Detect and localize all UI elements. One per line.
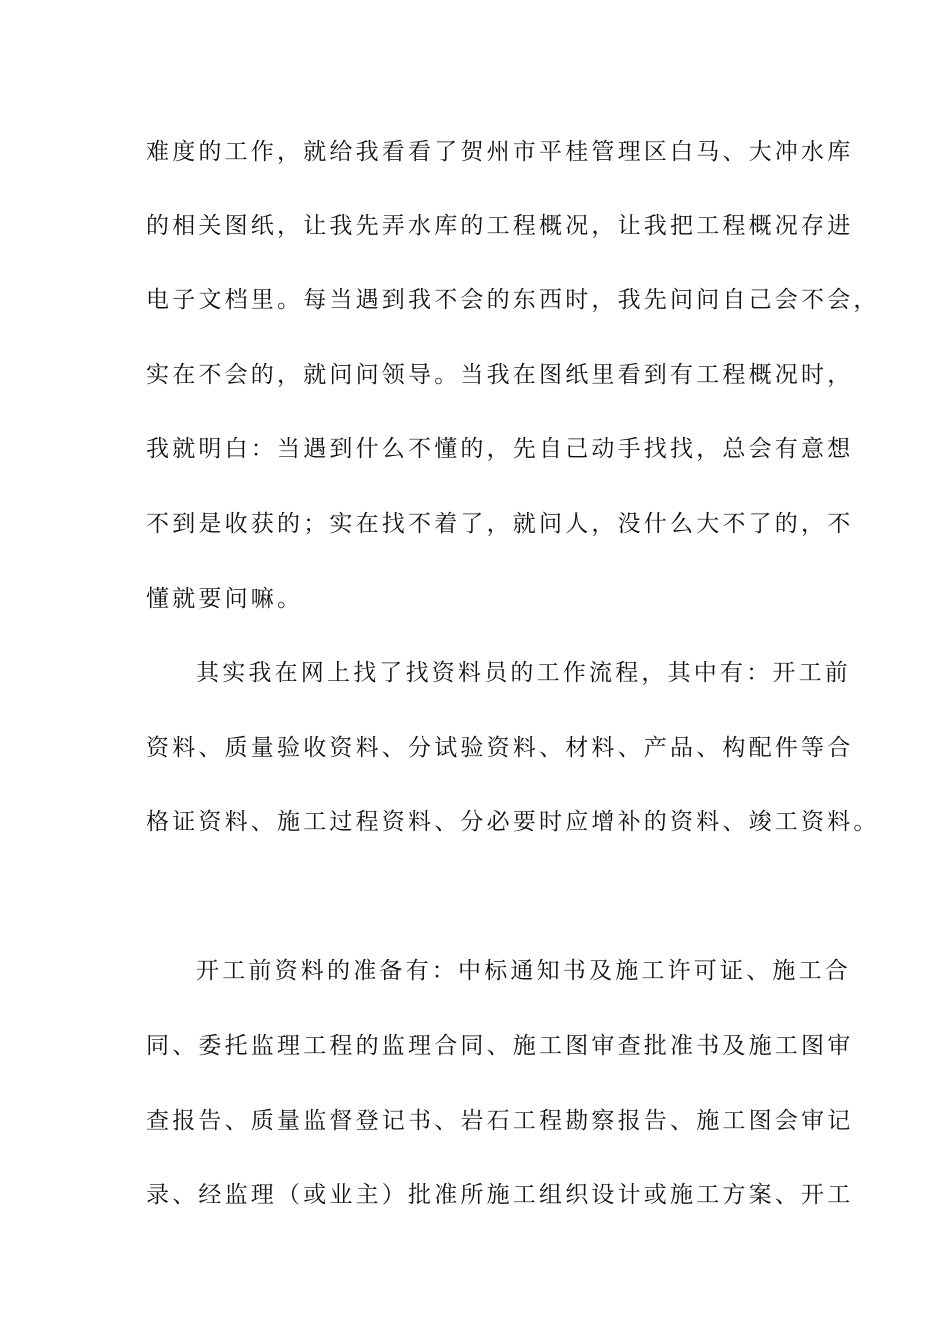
text-line: 格证资料、施工过程资料、分必要时应增补的资料、竣工资料。 [146,809,880,835]
text-line: 录、经监理（或业主）批准所施工组织设计或施工方案、开工 [146,1182,854,1208]
text-line: 同、委托监理工程的监理合同、施工图审查批准书及施工图审 [146,1033,854,1059]
text-line: 电子文档里。每当遇到我不会的东西时，我先问问自己会不会， [146,287,880,313]
text-line: 资料、质量验收资料、分试验资料、材料、产品、构配件等合 [146,735,854,761]
text-line: 查报告、质量监督登记书、岩石工程勘察报告、施工图会审记 [146,1108,854,1134]
text-line: 实在不会的，就问问领导。当我在图纸里看到有工程概况时， [146,362,854,388]
text-line: 其实我在网上找了找资料员的工作流程，其中有：开工前 [196,660,851,686]
text-line: 难度的工作，就给我看看了贺州市平桂管理区白马、大冲水库 [146,139,854,165]
text-line: 开工前资料的准备有：中标通知书及施工许可证、施工合 [196,958,851,984]
text-line: 懂就要问嘛。 [146,586,304,612]
text-line: 不到是收获的；实在找不着了，就问人，没什么大不了的，不 [146,511,854,537]
text-line: 的相关图纸，让我先弄水库的工程概况，让我把工程概况存进 [146,213,854,239]
text-line: 我就明白：当遇到什么不懂的，先自己动手找找，总会有意想 [146,436,854,462]
